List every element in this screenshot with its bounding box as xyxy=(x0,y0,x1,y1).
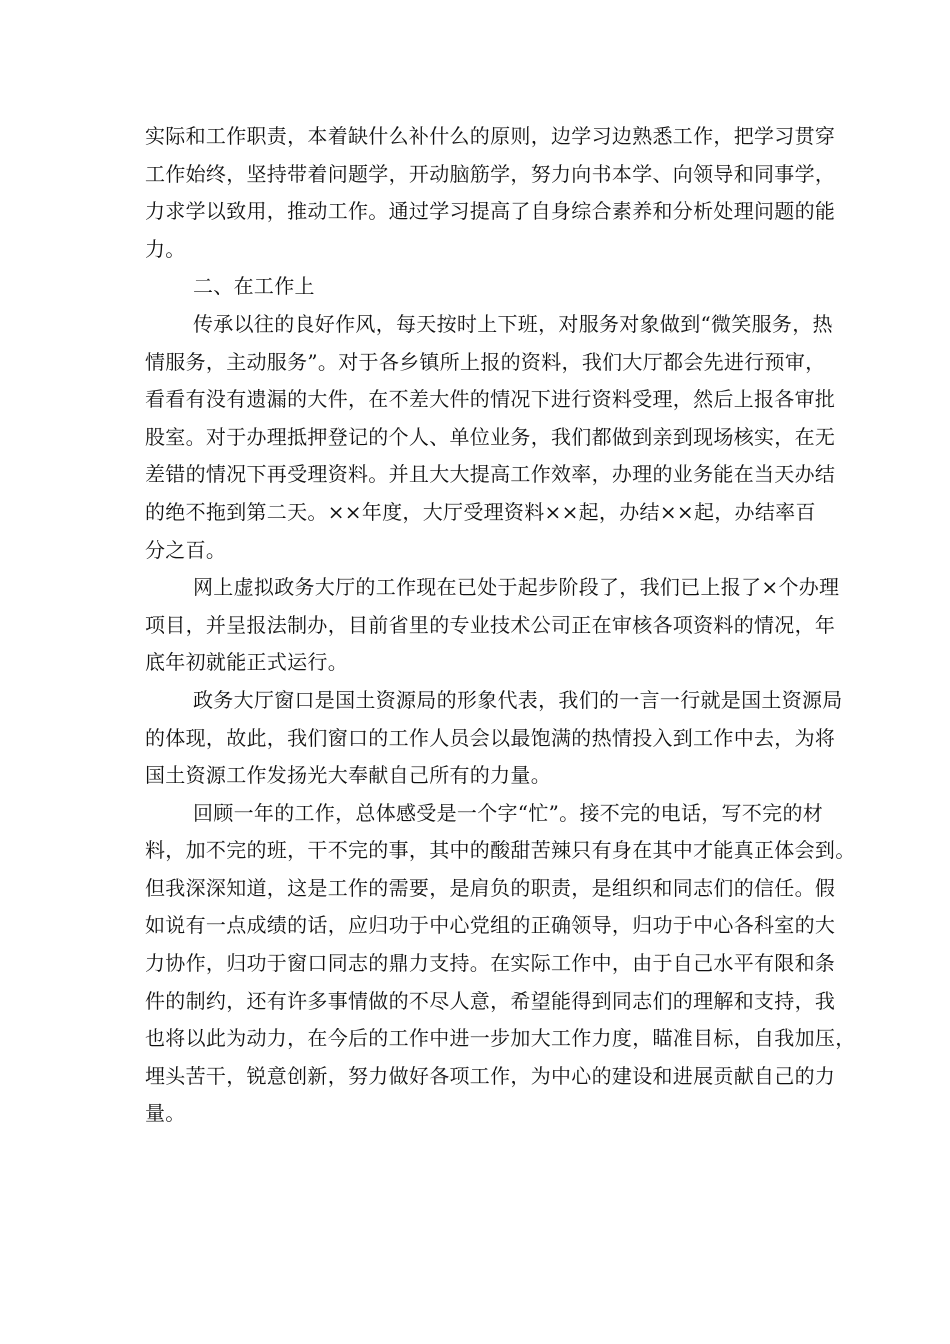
text-line: 政务大厅窗口是国土资源局的形象代表，我们的一言一行就是国土资源局 xyxy=(193,687,843,712)
text-line: 项目，并呈报法制办，目前省里的专业技术公司正在审核各项资料的情况，年 xyxy=(145,612,836,637)
text-line: 力。 xyxy=(145,236,186,261)
text-line: 实际和工作职责，本着缺什么补什么的原则，边学习边熟悉工作，把学习贯穿 xyxy=(145,124,836,148)
text-line: 传承以往的良好作风，每天按时上下班，对服务对象做到“微笑服务，热 xyxy=(193,311,833,336)
text-line: 的体现，故此，我们窗口的工作人员会以最饱满的热情投入到工作中去，为将 xyxy=(145,725,836,750)
text-line: 但我深深知道，这是工作的需要，是肩负的职责，是组织和同志们的信任。假 xyxy=(145,875,836,900)
text-line: 料，加不完的班，干不完的事，其中的酸甜苦辣只有身在其中才能真正体会到。 xyxy=(145,838,856,863)
section-heading: 二、在工作上 xyxy=(193,274,315,299)
text-line: 网上虚拟政务大厅的工作现在已处于起步阶段了，我们已上报了×个办理 xyxy=(193,575,840,600)
text-line: 也将以此为动力，在今后的工作中进一步加大工作力度，瞄准目标，自我加压， xyxy=(145,1026,856,1051)
text-line: 情服务，主动服务”。对于各乡镇所上报的资料，我们大厅都会先进行预审， xyxy=(145,349,826,374)
text-line: 的绝不拖到第二天。××年度，大厅受理资料××起，办结××起，办结率百 xyxy=(145,499,816,524)
text-line: 件的制约，还有许多事情做的不尽人意，希望能得到同志们的理解和支持，我 xyxy=(145,988,836,1013)
text-line: 分之百。 xyxy=(145,537,227,562)
text-line: 看看有没有遗漏的大件，在不差大件的情况下进行资料受理，然后上报各审批 xyxy=(145,387,836,412)
text-line: 如说有一点成绩的话，应归功于中心党组的正确领导，归功于中心各科室的大 xyxy=(145,913,836,938)
text-line: 回顾一年的工作，总体感受是一个字“忙”。接不完的电话，写不完的材 xyxy=(193,800,824,825)
text-line: 埋头苦干，锐意创新，努力做好各项工作，为中心的建设和进展贡献自己的力 xyxy=(145,1063,836,1088)
document-body xyxy=(145,118,856,1133)
text-line: 股室。对于办理抵押登记的个人、单位业务，我们都做到亲到现场核实，在无 xyxy=(145,424,836,449)
text-line: 力协作，归功于窗口同志的鼎力支持。在实际工作中，由于自己水平有限和条 xyxy=(145,951,836,976)
text-line: 差错的情况下再受理资料。并且大大提高工作效率，办理的业务能在当天办结 xyxy=(145,462,836,487)
text-line: 量。 xyxy=(145,1101,186,1126)
text-line: 国土资源工作发扬光大奉献自己所有的力量。 xyxy=(145,763,551,788)
text-line: 底年初就能正式运行。 xyxy=(145,650,348,675)
text-line: 工作始终，坚持带着问题学，开动脑筋学，努力向书本学、向领导和同事学， xyxy=(145,161,836,186)
text-line: 力求学以致用，推动工作。通过学习提高了自身综合素养和分析处理问题的能 xyxy=(145,199,836,224)
